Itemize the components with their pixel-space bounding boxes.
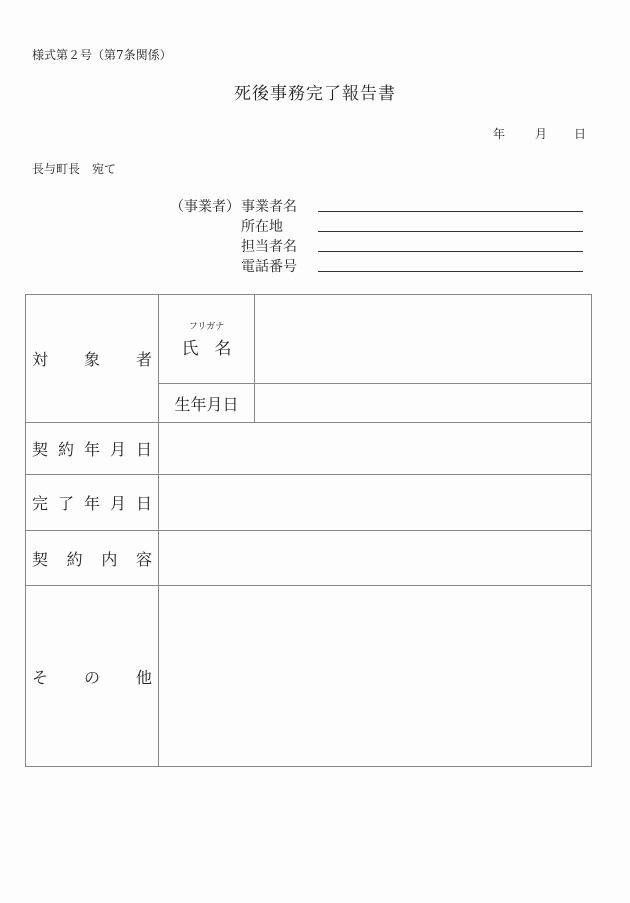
name-input-cell[interactable] [255, 295, 592, 384]
label-char: 日 [135, 494, 152, 513]
contact-person-label: 担当者名 [241, 239, 297, 255]
document-title: 死後事務完了報告書 [234, 84, 396, 104]
label-char: 名 [214, 339, 232, 359]
report-table [25, 294, 592, 767]
birthdate-label: 生年月日 [159, 384, 255, 423]
label-char: 日 [135, 440, 152, 459]
label-char: 契 [32, 549, 49, 569]
subject-label-cell [26, 295, 159, 423]
business-name-label: 事業者名 [241, 199, 297, 215]
completion-date-input-cell[interactable] [159, 475, 592, 531]
address-label: 所在地 [241, 219, 283, 235]
contract-content-label-cell [26, 531, 159, 586]
label-char: 氏 [181, 339, 199, 359]
other-input-cell[interactable] [159, 586, 592, 767]
label-char: 月 [109, 440, 126, 459]
contract-date-label-cell [26, 423, 159, 475]
label-char: の [83, 667, 100, 687]
label-char: 象 [83, 350, 100, 369]
label-char: 約 [66, 549, 83, 569]
label-char: そ [32, 667, 49, 687]
date-day-label: 日 [574, 127, 587, 141]
address-field[interactable] [318, 231, 583, 232]
label-char: 了 [57, 494, 74, 513]
label-char: 契 [32, 440, 49, 459]
name-label-cell [159, 295, 255, 384]
date-month-label: 月 [535, 127, 548, 141]
label-char: 月 [109, 494, 126, 513]
birthdate-input-cell[interactable] [255, 384, 592, 423]
contract-date-input-cell[interactable] [159, 423, 592, 475]
label-char: 年 [83, 440, 100, 459]
addressee: 長与町長 宛て [32, 162, 117, 176]
furigana-label: フリガナ [188, 322, 225, 332]
business-label: （事業者） [170, 199, 240, 215]
contact-person-field[interactable] [318, 251, 583, 252]
phone-label: 電話番号 [241, 259, 297, 275]
form-number: 様式第２号（第7条関係） [32, 48, 172, 62]
label-char: 容 [135, 549, 152, 569]
date-year-label: 年 [493, 127, 506, 141]
contract-content-input-cell[interactable] [159, 531, 592, 586]
label-char: 内 [101, 549, 118, 569]
completion-date-label-cell [26, 475, 159, 531]
other-label-cell [26, 586, 159, 767]
label-char: 他 [135, 667, 152, 687]
label-char: 者 [135, 350, 152, 369]
label-char: 完 [32, 494, 49, 513]
label-char: 対 [32, 350, 49, 369]
label-char: 約 [57, 440, 74, 459]
business-name-field[interactable] [318, 211, 583, 212]
label-char: 年 [83, 494, 100, 513]
phone-field[interactable] [318, 271, 583, 272]
